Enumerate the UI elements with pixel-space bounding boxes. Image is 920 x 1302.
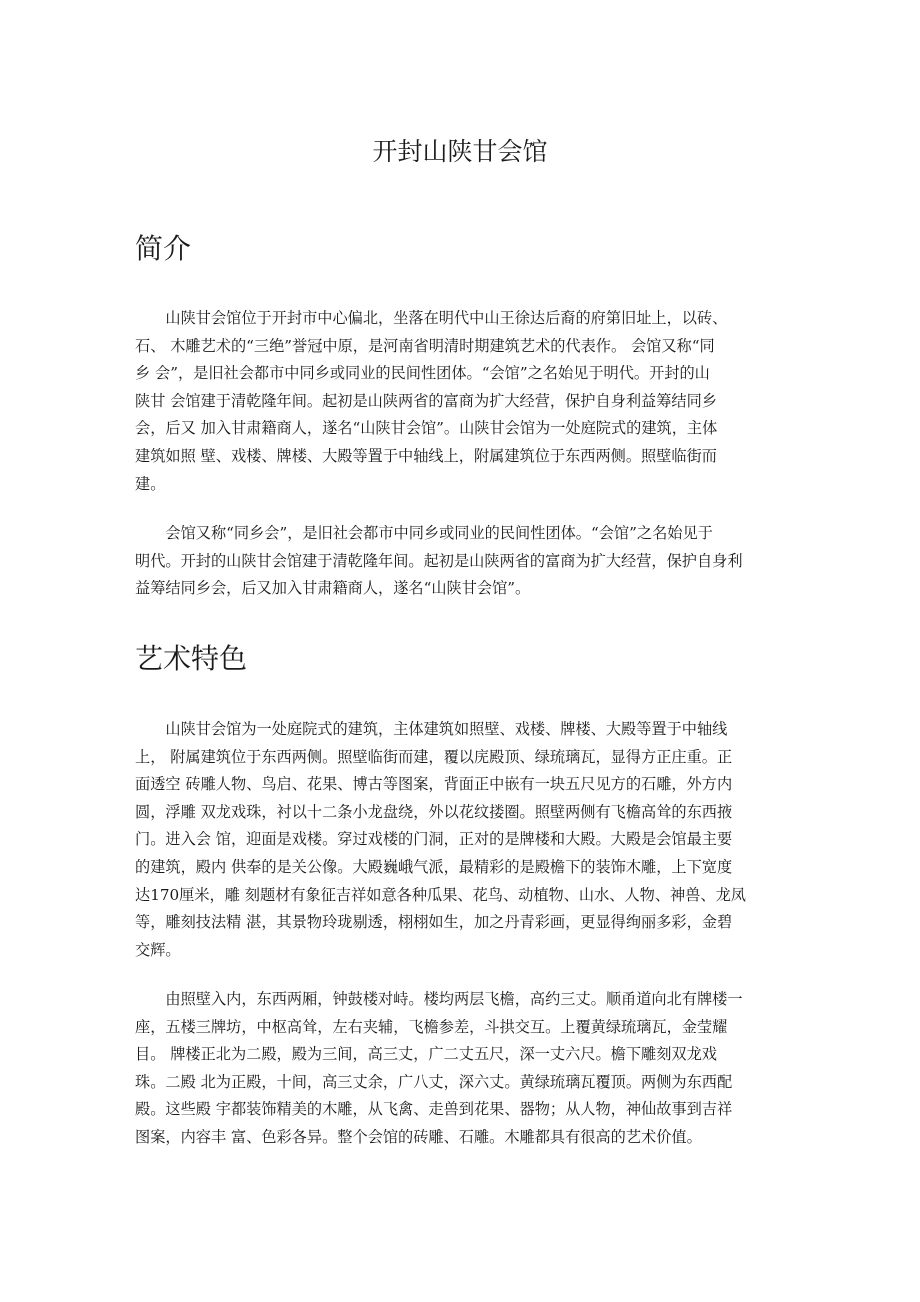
section-heading-art-features: 艺术特色 — [135, 642, 248, 675]
intro-paragraph-1: 山陕甘会馆位于开封市中心偏北，坐落在明代中山王徐达后裔的府第旧址上，以砖、 石、 木雕艺术的“三绝”誉冠中原，是河南省明清时期建筑艺术的代表作。 会馆又称“同 乡 会”，是旧社会都市中同乡或同业的民间性团体。“会馆”之名始见于明代。开封的山 陕甘 会馆建于清乾隆年间。起初是山陕两省的富商为扩大经营，保护自身利益筹结同乡 会，后又 加入甘肃籍商人，遂名“山陕甘会馆”。山陕甘会馆为一处庭院式的建筑，主体 建筑如照 壁、戏楼、牌楼、大殿等置于中轴线上，附属建筑位于东西两侧。照壁临街而 建。 — [135, 309, 728, 493]
art-paragraph-1: 山陕甘会馆为一处庭院式的建筑，主体建筑如照壁、戏楼、牌楼、大殿等置于中轴线 上， 附属建筑位于东西两侧。照壁临街而建，覆以庑殿顶、绿琉璃瓦，显得方正庄重。正 面透空 砖雕人物、鸟启、花果、博古等图案，背面正中嵌有一块五尺见方的石雕，外方内 圆，浮雕 双龙戏珠，衬以十二条小龙盘绕，外以花纹搂圈。照壁两侧有飞檐高耸的东西掖 门。进入会 馆，迎面是戏楼。穿过戏楼的门洞，正对的是牌楼和大殿。大殿是会馆最主要 的建筑，殿内 供奉的是关公像。大殿巍峨气派，最精彩的是殿檐下的装饰木雕，上下宽度 达170厘米，雕 刻题材有象征吉祥如意各种瓜果、花鸟、动植物、山水、人物、神兽、龙凤 等，雕刻技法精 湛，其景物玲珑剔透，栩栩如生，加之丹青彩画，更显得绚丽多彩，金碧 交辉。 — [135, 720, 746, 959]
art-paragraph-2: 由照壁入内，东西两厢，钟鼓楼对峙。楼均两层飞檐，高约三丈。顺甬道向北有牌楼一 座，五楼三牌坊，中枢高耸，左右夹辅，飞檐参差，斗拱交互。上覆黄绿琉璃瓦，金莹耀 目。 牌楼正北为二殿，殿为三间，高三丈，广二丈五尺，深一丈六尺。檐下雕刻双龙戏 珠。二殿 北为正殿，十间，高三丈余，广八丈，深六丈。黄绿琉璃瓦覆顶。两侧为东西配 殿。这些殿 宇都装饰精美的木雕，从飞禽、走兽到花果、器物；从人物，神仙故事到吉祥 图案，内容丰 富、色彩各异。整个会馆的砖雕、石雕。木雕都具有很高的艺术价值。 — [135, 990, 743, 1146]
page-title: 开封山陕甘会馆 — [372, 137, 548, 166]
intro-paragraph-2: 会馆又称“同乡会”，是旧社会都市中同乡或同业的民间性团体。“会馆”之名始见于 明代。开封的山陕甘会馆建于清乾隆年间。起初是山陕两省的富商为扩大经营，保护自身利 益筹结同乡会，后又加入甘肃籍商人，遂名“山陕甘会馆”。 — [135, 524, 743, 598]
section-heading-intro: 简介 — [135, 232, 192, 265]
